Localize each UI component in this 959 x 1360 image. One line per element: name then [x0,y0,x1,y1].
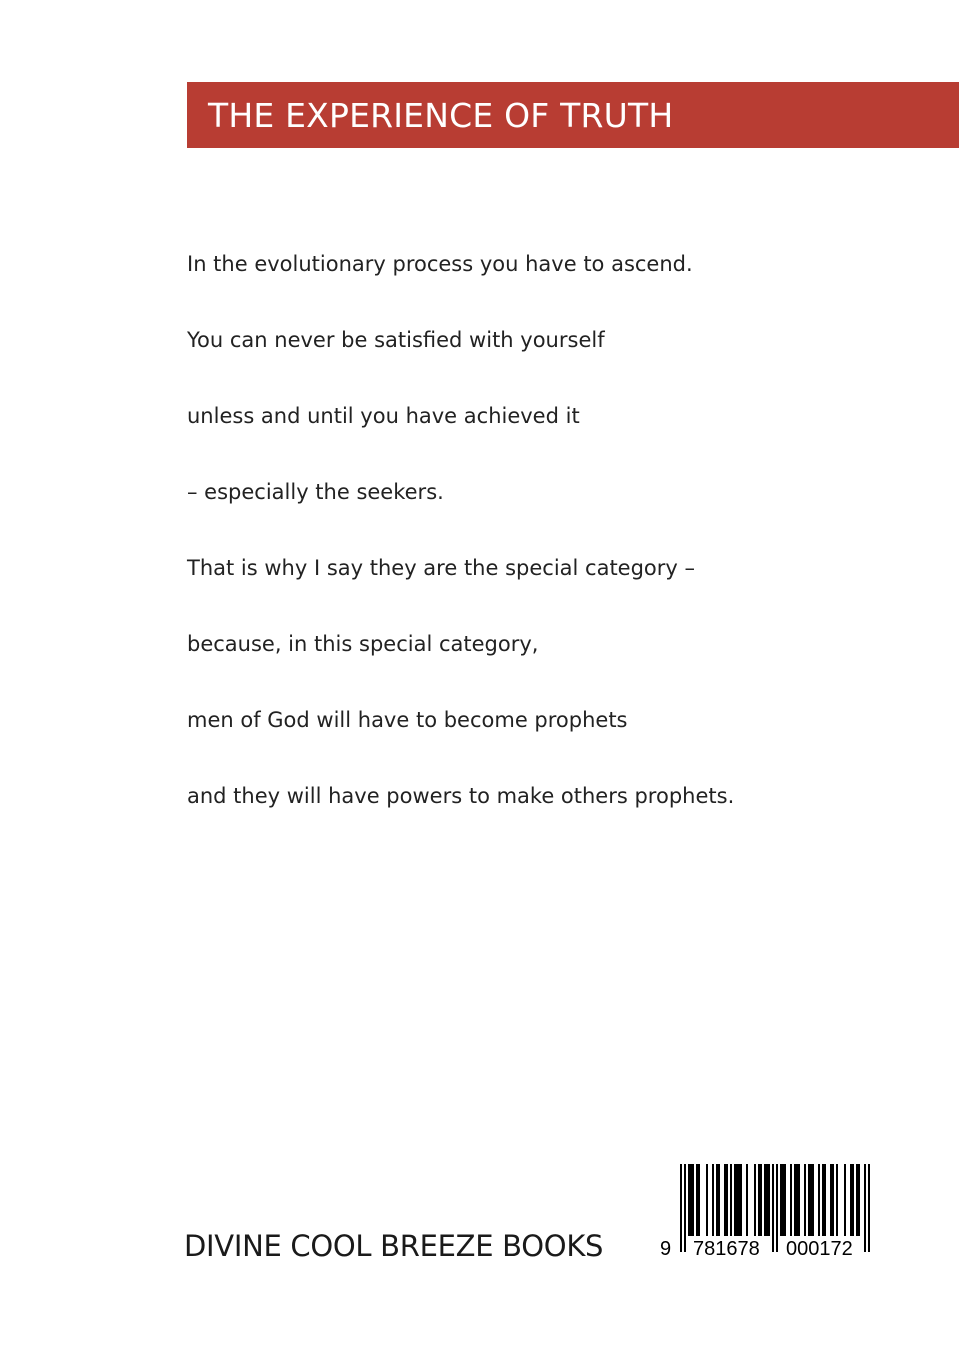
barcode-bar [808,1164,810,1236]
barcode-bar [706,1164,708,1236]
barcode-bar [830,1164,832,1236]
barcode-bar [844,1164,846,1236]
barcode-bar [738,1164,740,1236]
barcode-bar [754,1164,756,1236]
barcode-bar [784,1164,786,1236]
poem-line: That is why I say they are the special category – [187,556,696,580]
barcode-bar [768,1164,770,1236]
barcode-bar [796,1164,798,1236]
poem-line: You can never be satisfied with yourself [187,328,605,352]
barcode-bar [766,1164,768,1236]
barcode-bar [798,1164,800,1236]
barcode-bar [696,1164,698,1236]
poem-line: because, in this special category, [187,632,539,656]
barcode-bar [692,1164,694,1236]
title-banner [187,82,959,148]
barcode-digits [658,1238,874,1262]
barcode-right-group: 000172 [786,1238,853,1260]
barcode-bar [850,1164,852,1236]
poem-line: and they will have powers to make others prophets. [187,784,735,808]
barcode-bar [726,1164,728,1236]
barcode-left-group: 781678 [693,1238,760,1260]
barcode-bar [730,1164,732,1236]
barcode-bar [852,1164,854,1236]
barcode-bar [698,1164,700,1236]
barcode-bar [690,1164,692,1236]
barcode-bar [782,1164,784,1236]
barcode-bar [746,1164,748,1236]
barcode-bar [736,1164,738,1236]
poem-line: unless and until you have achieved it [187,404,580,428]
barcode-bar [812,1164,814,1236]
barcode-bar [688,1164,690,1236]
barcode-bar [858,1164,860,1236]
barcode-bar [832,1164,834,1236]
barcode-bar [734,1164,736,1236]
barcode-bar [790,1164,792,1236]
barcode-bar [824,1164,826,1236]
barcode-bar [718,1164,720,1236]
barcode-bar [760,1164,762,1236]
barcode-bar [822,1164,824,1236]
barcode-bar [780,1164,782,1236]
barcode-bar [810,1164,812,1236]
barcode-bar [764,1164,766,1236]
barcode-bar [804,1164,806,1236]
barcode-bar [836,1164,838,1236]
barcode-first-digit: 9 [660,1238,672,1260]
barcode-bar [856,1164,858,1236]
barcode-bar [758,1164,760,1236]
barcode-bar [716,1164,718,1236]
barcode-bar [724,1164,726,1236]
barcode-bar [818,1164,820,1236]
isbn-barcode [658,1162,874,1266]
barcode-bar [794,1164,796,1236]
barcode-bar [740,1164,742,1236]
poem-line: – especially the seekers. [187,480,444,504]
book-title: THE EXPERIENCE OF TRUTH [208,95,674,135]
poem-line: men of God will have to become prophets [187,708,628,732]
poem-text [187,246,907,854]
poem-line: In the evolutionary process you have to ascend. [187,252,693,276]
publisher-name: DIVINE COOL BREEZE BOOKS [184,1229,604,1263]
barcode-bar [712,1164,714,1236]
